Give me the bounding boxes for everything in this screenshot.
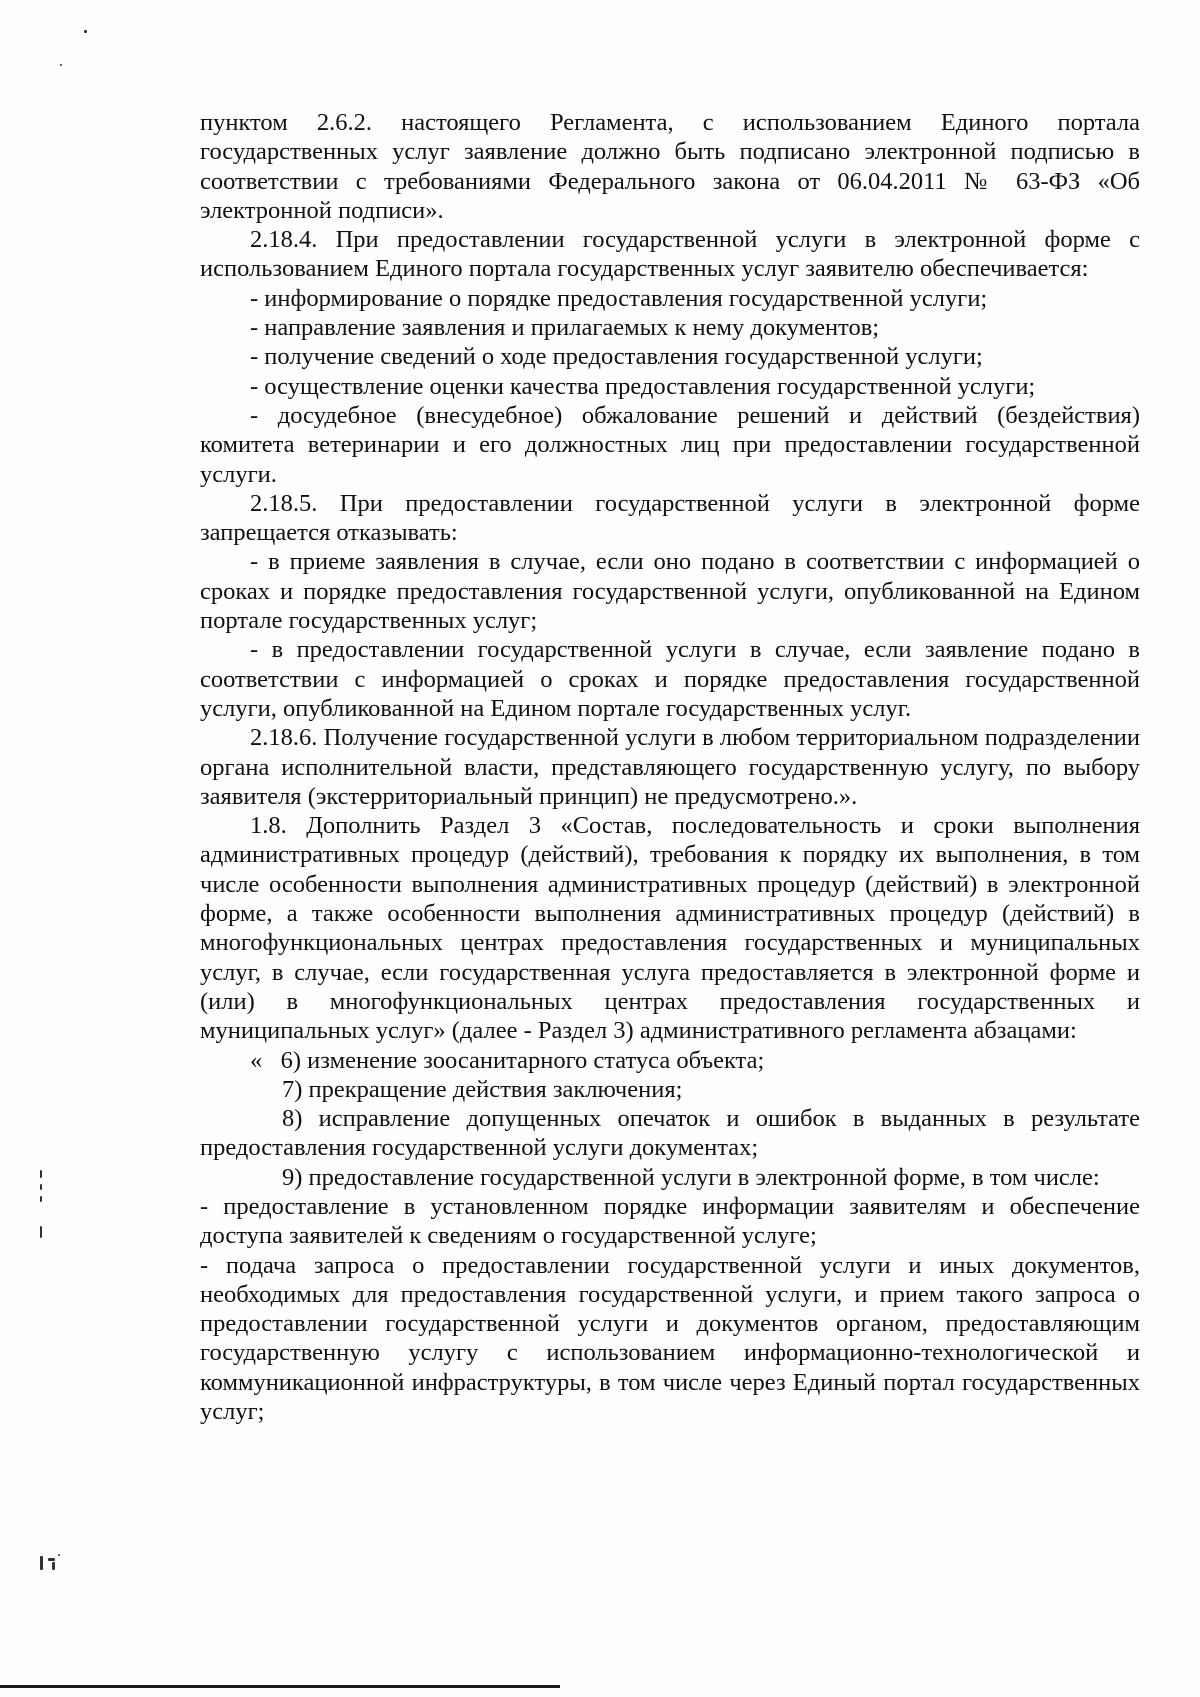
list-item: - предоставление в установленном порядке информации заявителям и обеспечение доступа заявителей к сведениям о государственной услуге;: [200, 1192, 1140, 1250]
scan-speck: [40, 1226, 42, 1238]
numbered-item: 8) исправление допущенных опечаток и ошибок в выданных в результате предоставления государственной услуги документах;: [200, 1105, 1140, 1162]
list-item: - направление заявления и прилагаемых к нему документов;: [250, 314, 880, 342]
paragraph-1-8: 1.8. Дополнить Раздел 3 «Состав, последовательность и сроки выполнения административных процедур (действий), требования к порядку их выполнения, в том числе особенности выполнения административных процедур (действий) в электронной форме, а также особенности выполнения административных процедур (действий) в многофункциональных центрах предоставления государственных и муниципальных услуг, в случае, если государственная услуга предоставляется в электронной форме и (или) в многофункциональных центрах предоставления государственных и муниципальных услуг» (далее - Раздел 3) административного регламента абзацами:: [200, 812, 1140, 1045]
scan-speck: [40, 1170, 42, 1178]
scan-speck: [84, 30, 87, 33]
scan-speck: [48, 1558, 55, 1561]
paragraph-2-18-6: 2.18.6. Получение государственной услуги в любом территориальном подразделении органа исполнительной власти, представляющего государственную услугу, по выбору заявителя (экстерриториальный принцип) не предусмотрено.».: [200, 724, 1140, 810]
list-item: - досудебное (внесудебное) обжалование решений и действий (бездействия) комитета ветеринарии и его должностных лиц при предоставлении государственной услуги.: [200, 401, 1140, 488]
scan-speck: [52, 1562, 55, 1570]
numbered-item: « 6) изменение зоосанитарного статуса объекта;: [250, 1046, 765, 1074]
scan-speck: [40, 1556, 43, 1570]
list-item: - информирование о порядке предоставления государственной услуги;: [250, 284, 988, 312]
document-body: [200, 108, 1140, 1426]
bottom-scan-line: [0, 1685, 560, 1688]
paragraph-2-18-5: 2.18.5. При предоставлении государственной услуги в электронной форме запрещается отказывать:: [200, 489, 1140, 547]
scan-speck: [40, 1184, 42, 1190]
list-item: - осуществление оценки качества предоставления государственной услуги;: [250, 372, 1036, 400]
scan-speck: [40, 1196, 42, 1202]
paragraph-continuation: пунктом 2.6.2. настоящего Регламента, с использованием Единого портала государственных услуг заявление должно быть подписано электронной подписью в соответствии с требованиями Федерального закона от 06.04.2011 № 63-ФЗ «Об электронной подписи».: [200, 109, 1140, 224]
scan-speck: [60, 64, 62, 66]
numbered-item: 9) предоставление государственной услуги в электронной форме, в том числе:: [282, 1163, 1100, 1191]
list-item: - получение сведений о ходе предоставления государственной услуги;: [250, 343, 983, 371]
scan-speck: [58, 1554, 60, 1556]
numbered-item: 7) прекращение действия заключения;: [282, 1075, 683, 1103]
paragraph-2-18-4: 2.18.4. При предоставлении государственной услуги в электронной форме с использованием Единого портала государственных услуг заявителю обеспечивается:: [200, 226, 1140, 283]
list-item: - в приеме заявления в случае, если оно подано в соответствии с информацией о сроках и порядке предоставления государственной услуги, опубликованной на Едином портале государственных услуг;: [200, 548, 1140, 635]
list-item: - подача запроса о предоставлении государственной услуги и иных документов, необходимых для предоставления государственной услуги, и прием такого запроса о предоставлении государственной услуги и документов органом, предоставляющим государственную услугу с использованием информационно-технологической и коммуникационной инфраструктуры, в том числе через Единый портал государственных услуг;: [200, 1251, 1140, 1426]
list-item: - в предоставлении государственной услуги в случае, если заявление подано в соответствии с информацией о сроках и порядке предоставления государственной услуги, опубликованной на Едином портале государственных услуг.: [200, 636, 1140, 722]
